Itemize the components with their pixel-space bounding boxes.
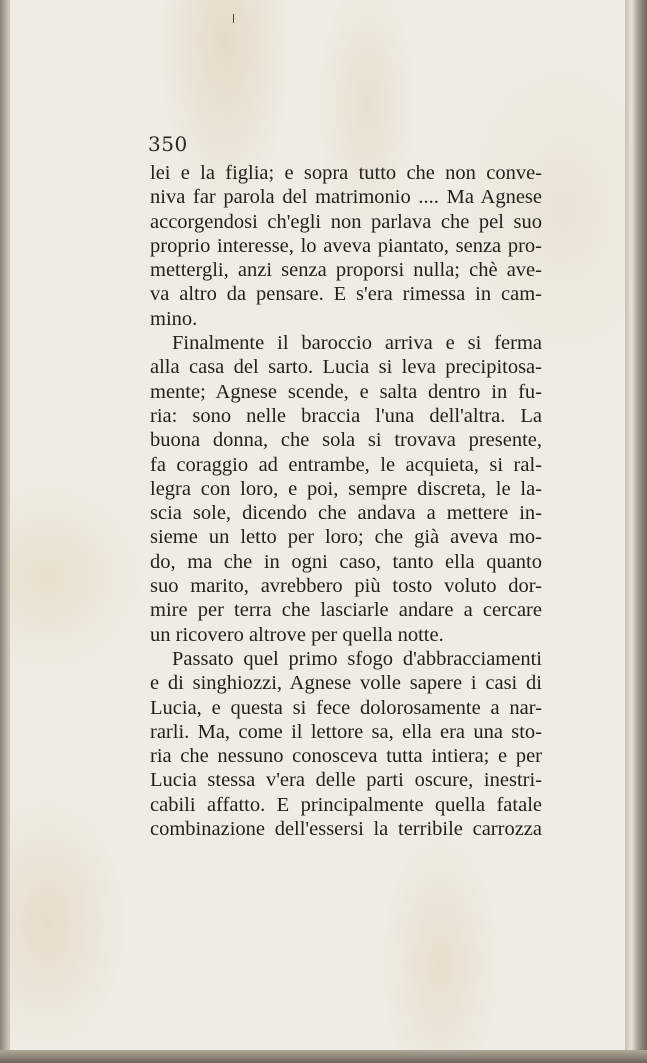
text-line: sieme un letto per loro; che già aveva mo- [150,526,542,549]
page-number: 350 [148,132,188,156]
text-line: Lucia, e questa si fece dolorosamente a nar- [150,696,542,719]
text-line: accorgendosi ch'egli non parlava che pel suo [150,210,542,233]
text-line: mettergli, anzi senza proporsi nulla; chè ave- [150,259,542,282]
body-text [150,161,542,841]
text-line: buona donna, che sola si trovava presente, [150,429,542,452]
page-left-edge [0,0,10,1063]
text-line: lei e la figlia; e sopra tutto che non conve- [150,162,542,184]
text-line: alla casa del sarto. Lucia si leva precipitosa- [150,356,542,379]
text-line: Finalmente il baroccio arriva e si ferma [172,332,542,355]
text-line: do, ma che in ogni caso, tanto ella quanto [150,550,542,573]
text-line: e di singhiozzi, Agnese volle sapere i casi di [150,672,542,695]
text-line: mire per terra che lasciarle andare a cercare [150,599,542,622]
text-line: Lucia stessa v'era delle parti oscure, inestri- [150,769,542,792]
text-line: mino. [150,307,198,330]
text-line: niva far parola del matrimonio .... Ma Agnese [150,186,542,209]
text-line: un ricovero altrove per quella notte. [150,623,444,646]
text-line: fa coraggio ad entrambe, le acquieta, si ral- [150,453,542,476]
text-line: proprio interesse, lo aveva piantato, senza pro- [150,234,542,257]
text-line: cabili affatto. E principalmente quella fatale [150,793,542,816]
text-line: ria: sono nelle braccia l'una dell'altra. La [150,404,542,427]
printer-mark [233,14,234,23]
text-line: legra con loro, e poi, sempre discreta, le la- [150,477,542,500]
text-line: rarli. Ma, come il lettore sa, ella era una sto- [150,720,542,743]
text-line: Passato quel primo sfogo d'abbracciamenti [172,647,542,670]
text-line: combinazione dell'essersi la terribile carrozza [150,818,542,841]
page-bottom-edge [0,1050,647,1063]
text-line: va altro da pensare. E s'era rimessa in cam- [150,283,542,306]
text-line: ria che nessuno conosceva tutta intiera; e per [150,745,542,768]
book-spine [625,0,647,1063]
text-line: scia sole, dicendo che andava a mettere in- [150,502,542,525]
text-line: mente; Agnese scende, e salta dentro in fu- [150,380,542,403]
text-line: suo marito, avrebbero più tosto voluto dor- [150,575,542,598]
